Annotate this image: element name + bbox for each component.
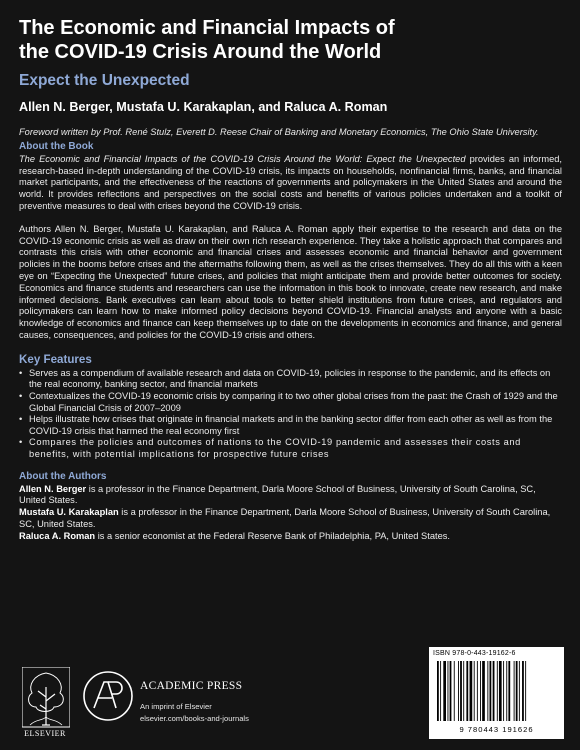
author-bio-text: is a senior economist at the Federal Reserve Bank of Philadelphia, PA, United States. bbox=[95, 530, 450, 541]
foreword-note: Foreword written by Prof. René Stulz, Everett D. Reese Chair of Banking and Monetary Economics, The Ohio State University. bbox=[19, 127, 539, 137]
barcode-digits: 9 780443 191626 bbox=[459, 725, 534, 734]
elsevier-wordmark: ELSEVIER bbox=[24, 729, 66, 738]
book-title bbox=[19, 16, 562, 64]
barcode-icon bbox=[433, 661, 560, 725]
author-bio bbox=[19, 507, 562, 531]
author-name: Mustafa U. Karakaplan bbox=[19, 507, 119, 518]
title-line-1: The Economic and Financial Impacts of bbox=[19, 17, 395, 39]
list-item: • Contextualizes the COVID-19 economic crisis by comparing it to two other global crises from the past: the Crash of 1929 and the Global Financial Crisis of 2007–2009 bbox=[19, 391, 562, 414]
list-item: • Helps illustrate how crises that originate in financial markets and in the banking sector differ from each other as well as from the COVID-19 crisis that harmed the real economy first bbox=[19, 414, 562, 437]
list-item: • Compares the policies and outcomes of nations to the COVID-19 pandemic and assesses their costs and benefits, with potential implications for prospective future crises bbox=[19, 437, 562, 460]
author-line: Allen N. Berger, Mustafa U. Karakaplan, and Raluca A. Roman bbox=[19, 100, 388, 114]
imprint-line: An imprint of Elsevier bbox=[140, 702, 212, 711]
back-cover bbox=[19, 16, 562, 542]
isbn-label: ISBN 978-0-443-19162-6 bbox=[433, 650, 516, 657]
list-item: • Serves as a compendium of available research and data on COVID-19, policies in response to the pandemic, and its effects on the real economy, banking sector, and financial markets bbox=[19, 368, 562, 391]
author-bio-text: is a professor in the Finance Department, Darla Moore School of Business, University of South Carolina, SC, United States. bbox=[19, 483, 536, 506]
title-line-2: the COVID-19 Crisis Around the World bbox=[19, 41, 382, 63]
about-book-heading: About the Book bbox=[19, 140, 94, 152]
isbn-barcode-box bbox=[429, 647, 564, 739]
elsevier-tree-icon bbox=[22, 667, 70, 737]
author-bio bbox=[19, 531, 562, 543]
book-title-italic: The Economic and Financial Impacts of the COVID-19 Crisis Around the World: Expect the Unexpected bbox=[19, 153, 466, 164]
author-bio bbox=[19, 484, 562, 508]
publisher-url: elsevier.com/books-and-journals bbox=[140, 714, 249, 723]
author-bio-text: is a professor in the Finance Department, Darla Moore School of Business, University of South Carolina, SC, United States. bbox=[19, 507, 551, 529]
book-subtitle: Expect the Unexpected bbox=[19, 72, 190, 89]
about-book-paragraph-1 bbox=[19, 154, 562, 213]
paragraph-1-text: provides an informed, research-based in-depth understanding of the COVID-19 crisis, its impacts on households, nonfinancial firms, banks, and financial market participants, and the effectiveness of the reactions of governments and policymakers in the United States and around the world. It provides reflections and perspectives on the social costs and benefits of various policies undertaken and a toolkit of preventive measures to deal with crises beyond the COVID-19 crisis. bbox=[19, 153, 562, 211]
key-features-heading: Key Features bbox=[19, 352, 92, 366]
author-name: Allen N. Berger bbox=[19, 483, 87, 494]
about-authors-heading: About the Authors bbox=[19, 470, 107, 482]
author-name: Raluca A. Roman bbox=[19, 530, 96, 541]
academic-press-name: ACADEMIC PRESS bbox=[140, 680, 243, 692]
key-features-list bbox=[19, 368, 562, 461]
about-book-paragraph-2: Authors Allen N. Berger, Mustafa U. Karakaplan, and Raluca A. Roman apply their expertise to the research and data on the COVID-19 economic crisis as well as draw on their own rich research experience. They take a holistic approach that compares and contrasts this crisis with other economic and financial crises and assesses economic and financial behavior and government policies in the booms before crises and the aftermaths following them, as well as the crises themselves. They do all this with a keen eye on “Expecting the Unexpected” future crises, and policies that might anticipate them and provide better outcomes for society. Economics and finance students and researchers can use the information in this book to innovate, create new research, and make informed decisions. Bank executives can learn about tools to better shield institutions from future crises, and regulators and policymakers can learn how to make informed policy decisions beyond COVID-19. Financial analysts and anyone with a basic knowledge of economics and finance can keep themselves up to date on the developments in economics and finance, and general causes, consequences, and policies for the COVID-19 crisis and others. bbox=[19, 223, 562, 340]
academic-press-logo-icon bbox=[82, 670, 134, 722]
